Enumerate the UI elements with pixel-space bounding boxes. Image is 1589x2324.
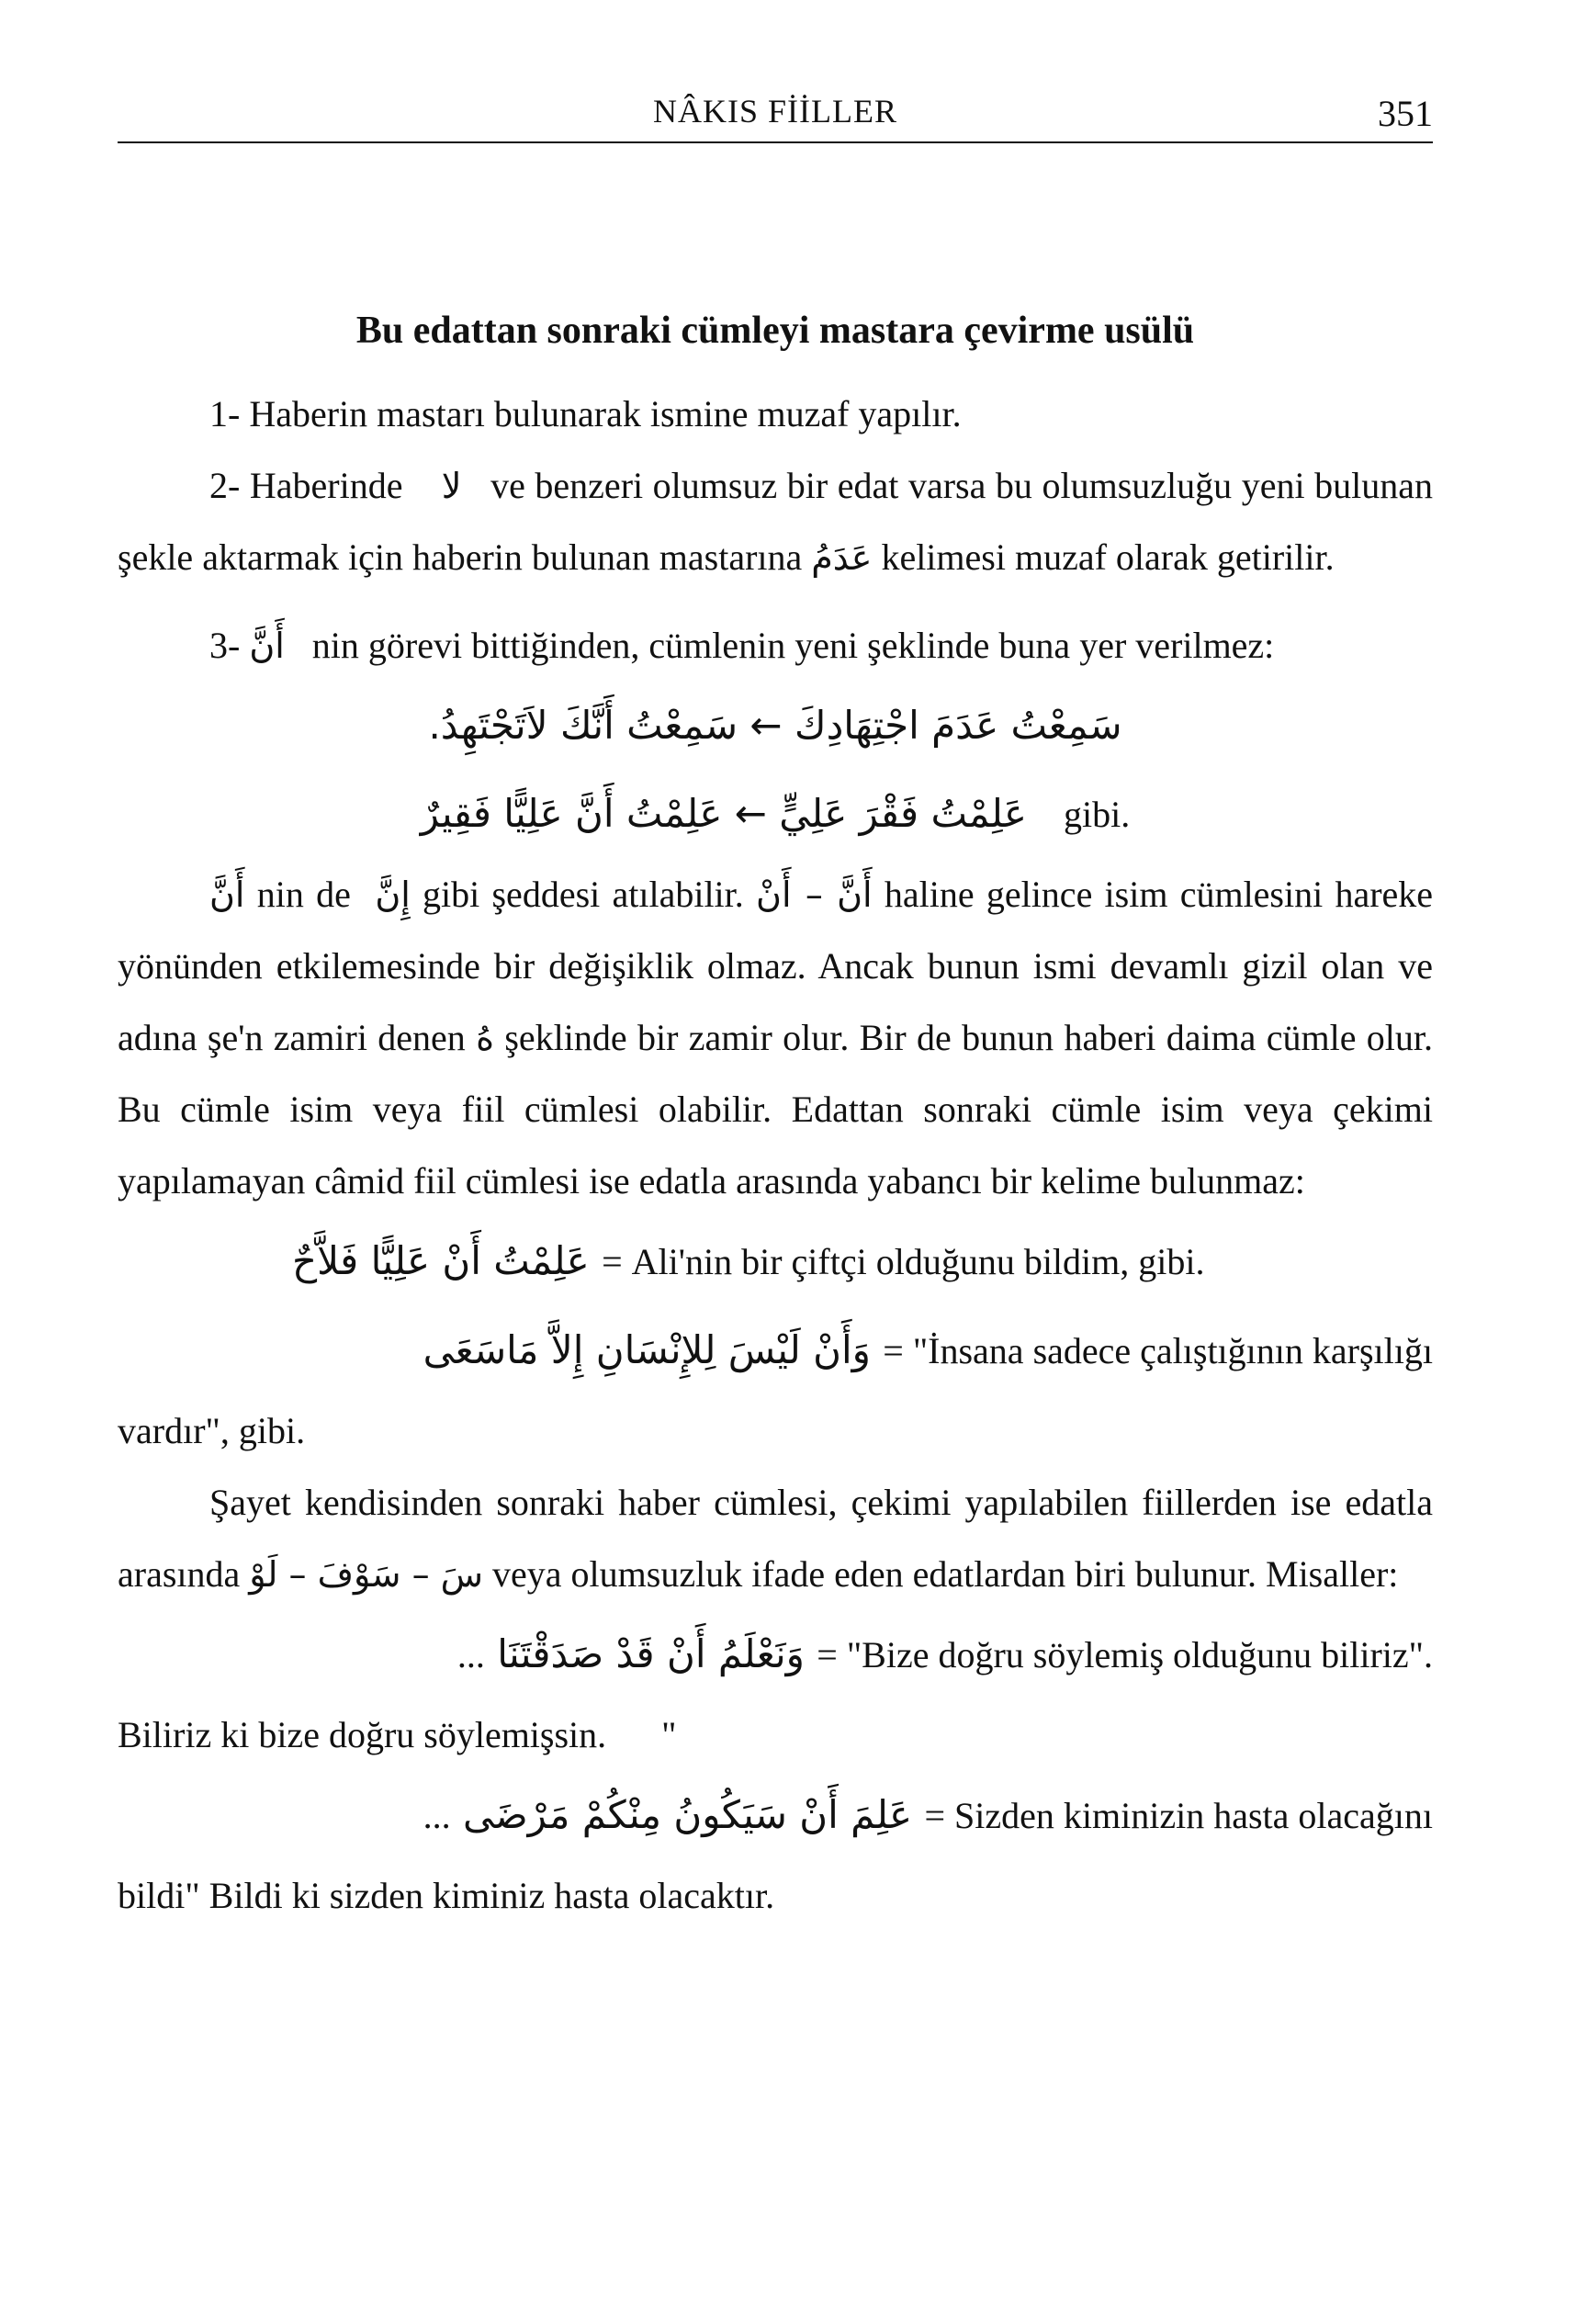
para3-arabic-1: سَ – سَوْفَ – لَوْ bbox=[249, 1554, 484, 1595]
example-3-1-translation-2: Biliriz ki bize doğru söylemişsin. bbox=[118, 1714, 607, 1755]
header-rule bbox=[118, 141, 1433, 143]
rule-3 bbox=[118, 610, 1433, 682]
para3-text-1: Şayet kendisinden sonraki haber cümlesi, çekimi yapılabilen fiillerden ise edatla arasında bbox=[118, 1482, 1433, 1595]
para2-arabic-3: أَنَّ – أَنْ bbox=[756, 874, 873, 915]
example-2-1-translation: = Ali'nin bir çiftçi olduğunu bildim, gibi. bbox=[602, 1241, 1205, 1282]
example-3-1-ellipsis: ... bbox=[456, 1634, 485, 1675]
example-2-1-arabic: عَلِمْتُ أَنْ عَلِيًّا فَلاَّحٌ bbox=[292, 1238, 590, 1283]
page-body bbox=[118, 294, 1433, 1932]
rule-2 bbox=[118, 450, 1433, 593]
rule-3-arabic: أَنَّ bbox=[249, 626, 285, 666]
paragraph-3 bbox=[118, 1467, 1433, 1610]
example-3-2-translation-2: bildi" Bildi ki sizden kiminiz hasta olacaktır. bbox=[118, 1875, 775, 1916]
example-2-2-continued bbox=[118, 1395, 1433, 1467]
para2-text-2: gibi şeddesi atılabilir. bbox=[423, 874, 744, 915]
example-2-2-translation: = "İnsana sadece çalıştığının karşılığı bbox=[883, 1330, 1433, 1371]
chapter-title: NÂKIS FİİLLER bbox=[653, 93, 897, 130]
example-3-1-translation: = "Bize doğru söylemiş olduğunu biliriz". bbox=[817, 1634, 1433, 1675]
rule-1-text: 1- Haberin mastarı bulunarak ismine muzaf yapılır. bbox=[209, 393, 962, 434]
example-2-2-translation-2: vardır", gibi. bbox=[118, 1410, 306, 1451]
para2-text-1: nin de bbox=[256, 874, 351, 915]
example-1-arabic: سَمِعْتُ عَدَمَ اجْتِهَادِكَ ← سَمِعْتُ أَنَّكَ لاَتَجْتَهِدُ. bbox=[428, 703, 1122, 748]
rule-3-text-b: nin görevi bittiğinden, cümlenin yeni şeklinde buna yer verilmez: bbox=[311, 625, 1275, 666]
example-2-gibi: gibi. bbox=[1064, 794, 1131, 835]
para3-text-2: veya olumsuzluk ifade eden edatlardan biri bulunur. Misaller: bbox=[492, 1553, 1399, 1595]
example-2-arabic: عَلِمْتُ فَقْرَ عَلِيٍّ ← عَلِمْتُ أَنَّ عَلِيًّا فَقِيرٌ bbox=[420, 791, 1027, 836]
example-2-2-arabic: وَأَنْ لَيْسَ لِلإِنْسَانِ إِلاَّ مَاسَعَى bbox=[423, 1327, 871, 1372]
example-line-1 bbox=[118, 682, 1433, 770]
para2-arabic-1: أَنَّ bbox=[209, 874, 245, 915]
rule-2-arabic-2: عَدَمُ bbox=[811, 537, 873, 578]
rule-2-text-c: kelimesi muzaf olarak getirilir. bbox=[881, 536, 1335, 578]
para2-arabic-4: هُ bbox=[476, 1018, 495, 1058]
section-title: Bu edattan sonraki cümleyi mastara çevirme usülü bbox=[355, 310, 1195, 352]
example-3-2-continued bbox=[118, 1860, 1433, 1932]
rule-2-text-a: 2- Haberinde bbox=[209, 465, 403, 506]
example-3-1-arabic: وَنَعْلَمُ أَنْ قَدْ صَدَقْتَنَا bbox=[497, 1631, 805, 1676]
running-header bbox=[118, 92, 1433, 147]
paragraph-2 bbox=[118, 859, 1433, 1217]
rule-3-text-a: 3- bbox=[209, 625, 241, 666]
page-number: 351 bbox=[1378, 93, 1433, 134]
para2-text-3: haline gelince isim cümlesini hareke yönünden etkilemesinde bir değişiklik olmaz. Ancak bunun ismi devamlı gizil olan ve adına şe'n zamiri denen bbox=[118, 874, 1434, 1058]
example-3-1 bbox=[118, 1610, 1433, 1699]
example-3-2-arabic: عَلِمَ أَنْ سَيَكُونُ مِنْكُمْ مَرْضَى bbox=[463, 1792, 913, 1837]
example-2-2 bbox=[118, 1306, 1433, 1395]
rule-2-arabic: لا bbox=[441, 466, 462, 506]
example-3-1-quote: " bbox=[661, 1714, 677, 1755]
example-3-1-continued bbox=[118, 1699, 1433, 1771]
example-2-1 bbox=[118, 1217, 1433, 1306]
rule-2-text-b: ve benzeri olumsuz bir edat varsa bu olumsuzluğu yeni bulunan şekle aktarmak için haberin bulunan mastarına bbox=[118, 465, 1434, 578]
para2-arabic-2: إِنَّ bbox=[375, 874, 411, 915]
example-3-2 bbox=[118, 1771, 1433, 1860]
example-3-2-translation: = Sizden kiminizin hasta olacağını bbox=[924, 1795, 1433, 1836]
rule-1 bbox=[118, 378, 1433, 450]
example-line-2 bbox=[118, 770, 1433, 859]
para2-text-4: şeklinde bir zamir olur. Bir de bunun haberi daima cümle olur. Bu cümle isim veya fiil cümlesi olabilir. Edattan sonraki cümle isim veya çekimi yapılamayan câmid fiil cümlesi ise edatla arasında yabancı bir kelime bulunmaz: bbox=[118, 1017, 1434, 1201]
example-3-2-ellipsis: ... bbox=[423, 1795, 451, 1836]
